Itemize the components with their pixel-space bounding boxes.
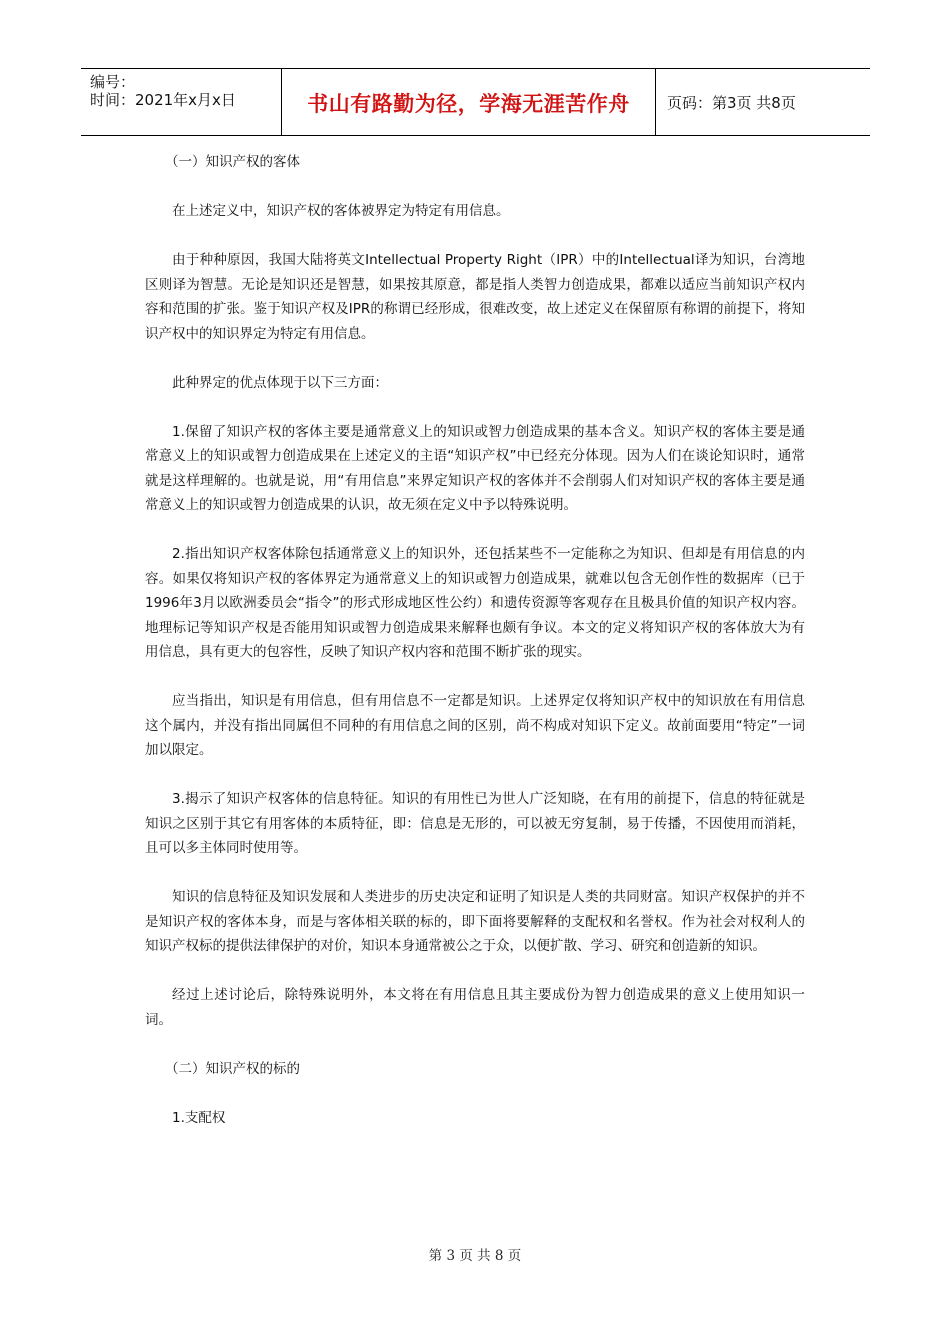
paragraph-3: 此种界定的优点体现于以下三方面： bbox=[172, 374, 388, 391]
paragraph-10: 1.支配权 bbox=[172, 1109, 226, 1126]
paragraph-9: 经过上述讨论后，除特殊说明外，本文将在有用信息且其主要成份为智力创造成果的意义上使用知识一词。 bbox=[145, 987, 805, 1028]
paragraph-8: 知识的信息特征及知识发展和人类进步的历史决定和证明了知识是人类的共同财富。知识产权保护的并不是知识产权的客体本身，而是与客体相关联的标的，即下面将要解释的支配权和名誉权。作为社会对权利人的知识产权标的提供法律保护的对价，知识本身通常被公之于众，以便扩散、学习、研究和创造新的知识。 bbox=[145, 889, 805, 954]
header-middle-cell bbox=[282, 69, 656, 135]
paragraph-5: 2.指出知识产权客体除包括通常意义上的知识外，还包括某些不一定能称之为知识、但却是有用信息的内容。如果仅将知识产权的客体界定为通常意义上的知识或智力创造成果，就难以包含无创作性的数据库（已于1996年3月以欧洲委员会“指令”的形式形成地区性公约）和遗传资源等客观存在且极具价值的知识产权内容。地理标记等知识产权是否能用知识或智力创造成果来解释也颇有争议。本文的定义将知识产权的客体放大为有用信息，具有更大的包容性，反映了知识产权内容和范围不断扩张的现实。 bbox=[145, 546, 805, 660]
header-motto: 书山有路勤为径，学海无涯苦作舟 bbox=[307, 92, 630, 116]
section-heading-object: （一）知识产权的客体 bbox=[165, 154, 300, 170]
section-heading-subject: （二）知识产权的标的 bbox=[165, 1060, 300, 1077]
document-body bbox=[145, 150, 805, 1130]
paragraph-7: 3.揭示了知识产权客体的信息特征。知识的有用性已为世人广泛知晓，在有用的前提下，信息的特征就是知识之区别于其它有用客体的本质特征，即：信息是无形的，可以被无穷复制，易于传播，不因使用而消耗，且可以多主体同时使用等。 bbox=[145, 791, 805, 856]
header-page-code: 页码：第3页 共8页 bbox=[667, 94, 796, 112]
paragraph-2: 由于种种原因，我国大陆将英文Intellectual Property Right（IPR）中的Intellectual译为知识，台湾地区则译为智慧。无论是知识还是智慧，如果按其原意，都是指人类智力创造成果，都难以适应当前知识产权内容和范围的扩张。鉴于知识产权及IPR的称谓已经形成，很难改变，故上述定义在保留原有称谓的前提下，将知识产权中的知识界定为特定有用信息。 bbox=[145, 252, 805, 342]
paragraph-6: 应当指出，知识是有用信息，但有用信息不一定都是知识。上述界定仅将知识产权中的知识放在有用信息这个属内，并没有指出同属但不同种的有用信息之间的区别，尚不构成对知识下定义。故前面要用“特定”一词加以限定。 bbox=[145, 693, 805, 758]
page-footer: 第 3 页 共 8 页 bbox=[428, 1248, 522, 1264]
paragraph-1: 在上述定义中，知识产权的客体被界定为特定有用信息。 bbox=[172, 203, 510, 219]
header-table bbox=[81, 68, 870, 136]
paragraph-4: 1.保留了知识产权的客体主要是通常意义上的知识或智力创造成果的基本含义。知识产权的客体主要是通常意义上的知识或智力创造成果在上述定义的主语“知识产权”中已经充分体现。因为人们在谈论知识时，通常就是这样理解的。也就是说，用“有用信息”来界定知识产权的客体并不会削弱人们对知识产权的客体主要是通常意义上的知识或智力创造成果的认识，故无须在定义中予以特殊说明。 bbox=[145, 423, 805, 513]
header-left-cell bbox=[81, 69, 282, 135]
document-time-label: 时间：2021年x月x日 bbox=[90, 91, 236, 109]
document-code-label: 编号： bbox=[90, 73, 136, 91]
header-right-cell bbox=[656, 69, 870, 135]
